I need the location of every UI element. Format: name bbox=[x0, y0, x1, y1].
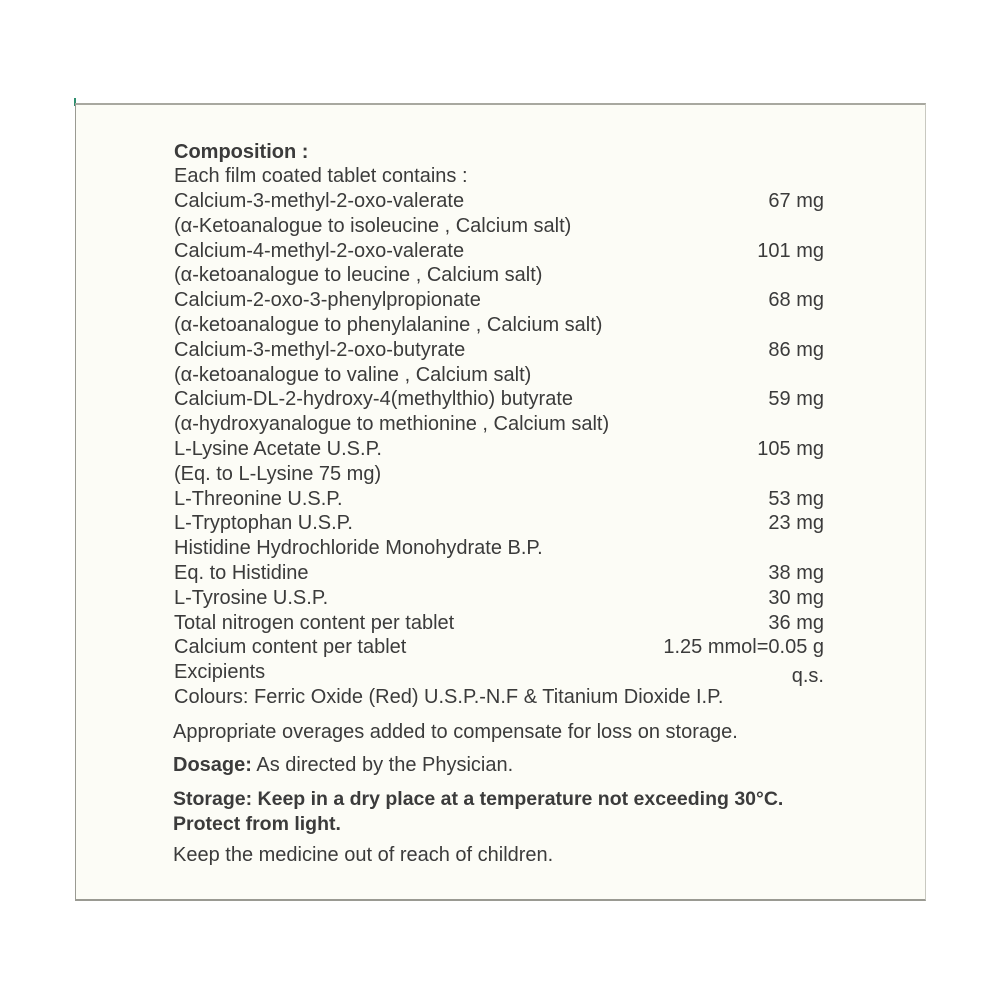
ingredient-row bbox=[174, 338, 824, 363]
composition-heading bbox=[174, 140, 824, 165]
ingredient-label: L-Threonine U.S.P. bbox=[174, 487, 343, 510]
ingredient-label: Histidine Hydrochloride Monohydrate B.P. bbox=[174, 537, 543, 560]
ingredient-amount: 53 mg bbox=[768, 487, 824, 510]
ingredient-row bbox=[174, 437, 824, 462]
ingredient-label: (Eq. to L-Lysine 75 mg) bbox=[174, 462, 382, 485]
ingredient-label: Eq. to Histidine bbox=[174, 562, 309, 584]
ingredient-label: Calcium-4-methyl-2-oxo-valerate bbox=[174, 239, 465, 262]
ingredient-label: (α-ketoanalogue to leucine , Calcium salt) bbox=[174, 264, 543, 287]
ingredient-label: (α-ketoanalogue to valine , Calcium salt) bbox=[174, 363, 532, 386]
ingredient-row bbox=[174, 462, 824, 487]
ingredient-amount: 105 mg bbox=[757, 438, 824, 460]
ingredient-amount: 67 mg bbox=[768, 190, 824, 212]
dosage-label: Dosage: bbox=[173, 754, 252, 776]
ingredient-label: L-Tryptophan U.S.P. bbox=[174, 512, 353, 535]
ingredient-amount: 30 mg bbox=[768, 586, 824, 609]
ingredient-row bbox=[174, 214, 824, 239]
dosage-text: As directed by the Physician. bbox=[251, 754, 514, 776]
ingredient-row bbox=[174, 586, 824, 611]
ingredient-amount: 59 mg bbox=[768, 388, 824, 411]
ingredient-amount: 23 mg bbox=[768, 512, 824, 535]
storage-line: Storage: Keep in a dry place at a temperature not exceeding 30°C. bbox=[173, 788, 784, 810]
ingredient-label: (α-hydroxyanalogue to methionine , Calcium salt) bbox=[174, 413, 610, 436]
ingredient-row bbox=[174, 363, 824, 388]
ingredient-label: Excipients bbox=[174, 661, 266, 684]
ingredient-row bbox=[174, 511, 824, 536]
intro-line bbox=[174, 164, 824, 189]
ingredient-label: L-Lysine Acetate U.S.P. bbox=[174, 438, 382, 460]
ingredient-label: Total nitrogen content per tablet bbox=[174, 611, 455, 634]
ingredient-label: Calcium-2-oxo-3-phenylpropionate bbox=[174, 289, 481, 312]
intro-text: Each film coated tablet contains : bbox=[174, 165, 468, 187]
ingredient-label: Calcium content per tablet bbox=[174, 636, 407, 659]
ingredient-label: L-Tyrosine U.S.P. bbox=[174, 586, 329, 609]
children-warning: Keep the medicine out of reach of children. bbox=[173, 844, 554, 866]
ingredient-row bbox=[174, 387, 824, 412]
ingredient-label: Calcium-3-methyl-2-oxo-valerate bbox=[174, 190, 465, 212]
ingredient-amount: 86 mg bbox=[768, 338, 824, 361]
overages-note: Appropriate overages added to compensate for loss on storage. bbox=[173, 721, 738, 743]
ingredient-amount: 68 mg bbox=[768, 289, 824, 312]
ingredient-row bbox=[174, 412, 824, 437]
ingredient-amount: 38 mg bbox=[768, 562, 824, 584]
ingredient-label: (α-ketoanalogue to phenylalanine , Calcium salt) bbox=[174, 314, 603, 336]
ingredient-amount: q.s. bbox=[791, 665, 824, 688]
ingredient-label: Calcium-DL-2-hydroxy-4(methylthio) butyrate bbox=[174, 388, 574, 411]
ingredient-row bbox=[174, 660, 824, 688]
ingredient-row bbox=[174, 635, 824, 660]
ingredient-label: Colours: Ferric Oxide (Red) U.S.P.-N.F & Titanium Dioxide I.P. bbox=[174, 686, 724, 708]
dosage-line bbox=[173, 753, 513, 778]
ingredient-row bbox=[174, 487, 824, 512]
ingredient-row bbox=[174, 288, 824, 313]
heading-text: Composition : bbox=[174, 141, 309, 163]
ingredient-amount: 1.25 mmol=0.05 g bbox=[663, 636, 824, 659]
ingredient-row bbox=[174, 239, 824, 264]
ingredient-row bbox=[174, 685, 824, 710]
ingredient-row bbox=[174, 189, 824, 214]
ingredient-row bbox=[174, 536, 824, 561]
protect-line: Protect from light. bbox=[173, 813, 341, 835]
ingredient-row bbox=[174, 611, 824, 636]
ingredient-row bbox=[174, 263, 824, 288]
ingredient-amount: 101 mg bbox=[757, 239, 824, 262]
ingredient-row bbox=[174, 561, 824, 586]
ingredient-row bbox=[174, 313, 824, 338]
ingredient-label: Calcium-3-methyl-2-oxo-butyrate bbox=[174, 338, 466, 361]
ingredient-label: (α-Ketoanalogue to isoleucine , Calcium salt) bbox=[174, 214, 572, 237]
ingredient-amount: 36 mg bbox=[768, 611, 824, 634]
